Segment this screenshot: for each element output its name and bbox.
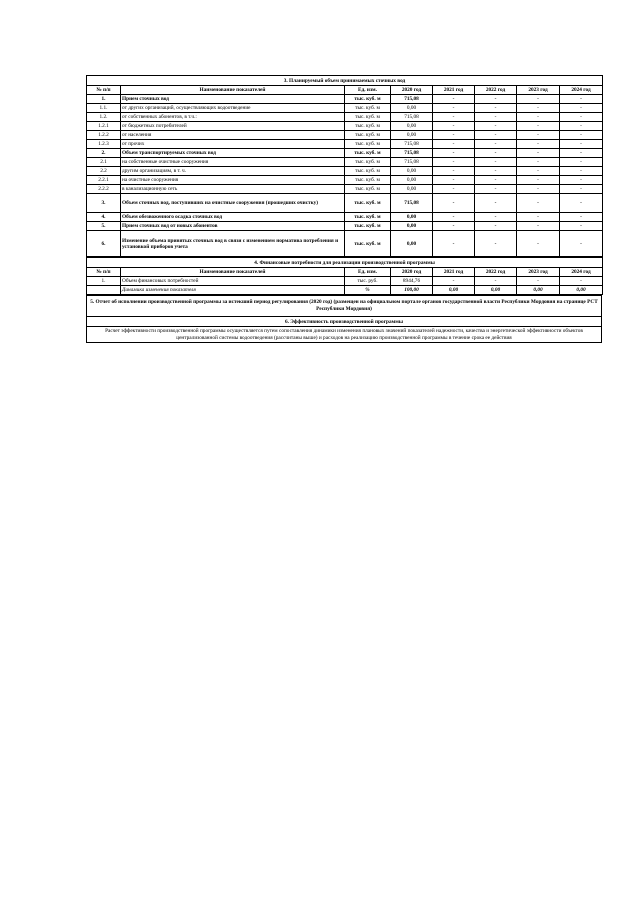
row-name: Прием сточных вод: [121, 95, 345, 104]
table-row: [87, 140, 603, 149]
value-2024: -: [560, 185, 603, 194]
value-2023: -: [517, 95, 560, 104]
row-name: на собственные очистные сооружения: [121, 158, 345, 167]
section6-title: 6. Эффективность производственной программы: [87, 317, 602, 327]
value-2021: -: [433, 104, 475, 113]
value-2022: -: [475, 167, 517, 176]
value-2024: -: [560, 231, 603, 257]
row-number: 1.2.1: [87, 122, 121, 131]
value-2024: -: [560, 95, 603, 104]
col-unit-header: Ед. изм.: [345, 268, 391, 277]
row-name: Прием сточных вод от новых абонентов: [121, 222, 345, 231]
col-num-header: № п/п: [87, 268, 121, 277]
value-2022: -: [475, 213, 517, 222]
row-name: от прочих: [121, 140, 345, 149]
value-2023: -: [517, 113, 560, 122]
value-2020: 0,00: [391, 213, 433, 222]
row-name: Изменение объема принятых сточных вод в связи с изменением норматива потребления и установкой приборов учета: [121, 231, 345, 257]
table-row: [87, 185, 603, 194]
table-row: [87, 167, 603, 176]
value-2022: -: [475, 158, 517, 167]
value-2024: -: [560, 140, 603, 149]
value-2021: -: [433, 122, 475, 131]
row-number: 1.2.3: [87, 140, 121, 149]
value-2024: -: [560, 104, 603, 113]
value-2023: -: [517, 140, 560, 149]
document-page: [86, 75, 602, 343]
value-2023: -: [517, 149, 560, 158]
section3-body: [87, 95, 603, 257]
value-2024: -: [560, 158, 603, 167]
row-unit: тыс. куб. м: [345, 231, 391, 257]
value-2023: 0,00: [517, 286, 560, 295]
row-unit: тыс. куб. м: [345, 122, 391, 131]
value-2020: 715,08: [391, 140, 433, 149]
table-row: [87, 113, 603, 122]
row-number: 2.2.1: [87, 176, 121, 185]
table-row: [87, 149, 603, 158]
row-number: 4.: [87, 213, 121, 222]
row-unit: тыс. куб. м: [345, 213, 391, 222]
row-name: от населения: [121, 131, 345, 140]
row-name: Объем обезвоженного осадка сточных вод: [121, 213, 345, 222]
row-unit: тыс. куб. м: [345, 140, 391, 149]
row-unit: тыс. куб. м: [345, 167, 391, 176]
value-2021: -: [433, 140, 475, 149]
row-unit: тыс. куб. м: [345, 95, 391, 104]
table-row: [87, 277, 603, 286]
value-2023: -: [517, 277, 560, 286]
value-2023: -: [517, 222, 560, 231]
value-2020: 0,00: [391, 222, 433, 231]
row-name: от собственных абонентов, в т.ч.:: [121, 113, 345, 122]
row-number: 1.1.: [87, 104, 121, 113]
row-number: 2.2: [87, 167, 121, 176]
value-2021: -: [433, 222, 475, 231]
value-2022: -: [475, 231, 517, 257]
table-row: [87, 286, 603, 295]
table-row: [87, 213, 603, 222]
value-2022: -: [475, 122, 517, 131]
value-2022: -: [475, 113, 517, 122]
section3-header-row: [87, 86, 603, 95]
value-2023: -: [517, 185, 560, 194]
section6-text: Расчет эффективности производственной программы осуществляется путем сопоставления динамики изменения плановых значений показателей надежности, качества и энергетической эффективности объектов централизованной системы водоотведения (рассчитаны выше) и расходов на реализацию производственной программы в течение срока ее действия: [87, 327, 602, 343]
row-unit: тыс. руб.: [345, 277, 391, 286]
value-2024: -: [560, 194, 603, 213]
section4-title: 4. Финансовые потребности для реализации производственной программы: [87, 258, 603, 268]
row-number: 1.2.2: [87, 131, 121, 140]
col-2024-header: 2024 год: [560, 268, 603, 277]
value-2024: -: [560, 167, 603, 176]
value-2022: -: [475, 140, 517, 149]
value-2023: -: [517, 104, 560, 113]
value-2020: 715,08: [391, 113, 433, 122]
value-2021: -: [433, 131, 475, 140]
value-2021: -: [433, 185, 475, 194]
value-2020: 715,08: [391, 149, 433, 158]
value-2023: -: [517, 131, 560, 140]
table-row: [87, 231, 603, 257]
col-2023-header: 2023 год: [517, 268, 560, 277]
table-row: [87, 158, 603, 167]
row-number: 6.: [87, 231, 121, 257]
row-number: 1.: [87, 95, 121, 104]
value-2022: -: [475, 176, 517, 185]
value-2024: -: [560, 277, 603, 286]
row-name: Объем транспортируемых сточных вод: [121, 149, 345, 158]
value-2021: -: [433, 149, 475, 158]
value-2023: -: [517, 231, 560, 257]
table-row: [87, 122, 603, 131]
value-2020: 0,00: [391, 122, 433, 131]
value-2024: -: [560, 176, 603, 185]
col-2024-header: 2024 год: [560, 86, 603, 95]
value-2022: -: [475, 222, 517, 231]
col-2022-header: 2022 год: [475, 268, 517, 277]
col-2022-header: 2022 год: [475, 86, 517, 95]
row-number: 1.: [87, 277, 121, 286]
value-2023: -: [517, 213, 560, 222]
value-2022: 0,00: [475, 286, 517, 295]
value-2020: 0,00: [391, 104, 433, 113]
row-number: 2.1: [87, 158, 121, 167]
col-num-header: № п/п: [87, 86, 121, 95]
value-2021: -: [433, 231, 475, 257]
value-2022: -: [475, 194, 517, 213]
row-name: другим организациям, в т. ч.: [121, 167, 345, 176]
value-2022: -: [475, 149, 517, 158]
value-2020: 8944,76: [391, 277, 433, 286]
value-2022: -: [475, 185, 517, 194]
row-name: Объем финансовых потребностей: [121, 277, 345, 286]
row-unit: тыс. куб. м: [345, 131, 391, 140]
value-2023: -: [517, 194, 560, 213]
value-2022: -: [475, 104, 517, 113]
row-name: от бюджетных потребителей: [121, 122, 345, 131]
value-2021: -: [433, 113, 475, 122]
value-2024: -: [560, 149, 603, 158]
row-number: [87, 286, 121, 295]
value-2021: 0,00: [433, 286, 475, 295]
row-unit: тыс. куб. м: [345, 185, 391, 194]
col-2020-header: 2020 год: [391, 268, 433, 277]
value-2021: -: [433, 176, 475, 185]
section3-table: [86, 75, 603, 257]
table-row: [87, 176, 603, 185]
row-name: Динамика изменения показателя: [121, 286, 345, 295]
value-2023: -: [517, 176, 560, 185]
row-number: 2.: [87, 149, 121, 158]
value-2021: -: [433, 277, 475, 286]
row-unit: тыс. куб. м: [345, 113, 391, 122]
value-2020: 100,00: [391, 286, 433, 295]
col-2023-header: 2023 год: [517, 86, 560, 95]
section4-body: [87, 277, 603, 295]
col-2020-header: 2020 год: [391, 86, 433, 95]
value-2021: -: [433, 95, 475, 104]
col-unit-header: Ед. изм.: [345, 86, 391, 95]
section4-header-row: [87, 268, 603, 277]
table-row: [87, 222, 603, 231]
row-unit: тыс. куб. м: [345, 149, 391, 158]
row-number: 1.2.: [87, 113, 121, 122]
col-2021-header: 2021 год: [433, 86, 475, 95]
row-unit: тыс. куб. м: [345, 158, 391, 167]
row-unit: тыс. куб. м: [345, 222, 391, 231]
table-row: [87, 104, 603, 113]
row-number: 3.: [87, 194, 121, 213]
row-number: 5.: [87, 222, 121, 231]
col-2021-header: 2021 год: [433, 268, 475, 277]
value-2020: 0,00: [391, 185, 433, 194]
value-2020: 715,08: [391, 194, 433, 213]
section3-title: 3. Планируемый объем принимаемых сточных вод: [87, 76, 603, 86]
value-2024: -: [560, 131, 603, 140]
value-2022: -: [475, 131, 517, 140]
table-row: [87, 131, 603, 140]
section4-table: [86, 257, 603, 295]
value-2020: 0,00: [391, 231, 433, 257]
row-number: 2.2.2: [87, 185, 121, 194]
value-2021: -: [433, 167, 475, 176]
row-unit: %: [345, 286, 391, 295]
row-name: от других организаций, осуществляющих водоотведение: [121, 104, 345, 113]
table-row: [87, 194, 603, 213]
value-2022: -: [475, 95, 517, 104]
row-unit: тыс. куб. м: [345, 194, 391, 213]
value-2024: -: [560, 113, 603, 122]
col-name-header: Наименование показателей: [121, 86, 345, 95]
value-2021: -: [433, 158, 475, 167]
value-2020: 0,00: [391, 176, 433, 185]
value-2023: -: [517, 167, 560, 176]
table-row: [87, 95, 603, 104]
value-2020: 0,00: [391, 167, 433, 176]
row-unit: тыс. куб. м: [345, 176, 391, 185]
value-2024: 0,00: [560, 286, 603, 295]
row-name: в канализационную сеть: [121, 185, 345, 194]
value-2021: -: [433, 213, 475, 222]
value-2020: 715,08: [391, 95, 433, 104]
value-2020: 0,00: [391, 131, 433, 140]
col-name-header: Наименование показателей: [121, 268, 345, 277]
value-2024: -: [560, 222, 603, 231]
section5-table: [86, 295, 602, 343]
value-2020: 715,08: [391, 158, 433, 167]
row-name: Объем сточных вод, поступивших на очистные сооружения (прошедших очистку): [121, 194, 345, 213]
row-unit: тыс. куб. м: [345, 104, 391, 113]
value-2021: -: [433, 194, 475, 213]
value-2022: -: [475, 277, 517, 286]
value-2023: -: [517, 122, 560, 131]
value-2024: -: [560, 122, 603, 131]
section5-title: 5. Отчет об исполнении производственной программы за истекший период регулирования (2020 год) (размещен на официальном портале органов государственной власти Республики Мордовия на странице РСТ Республики Мордовия): [87, 296, 602, 317]
row-name: на очистные сооружения: [121, 176, 345, 185]
value-2023: -: [517, 158, 560, 167]
value-2024: -: [560, 213, 603, 222]
